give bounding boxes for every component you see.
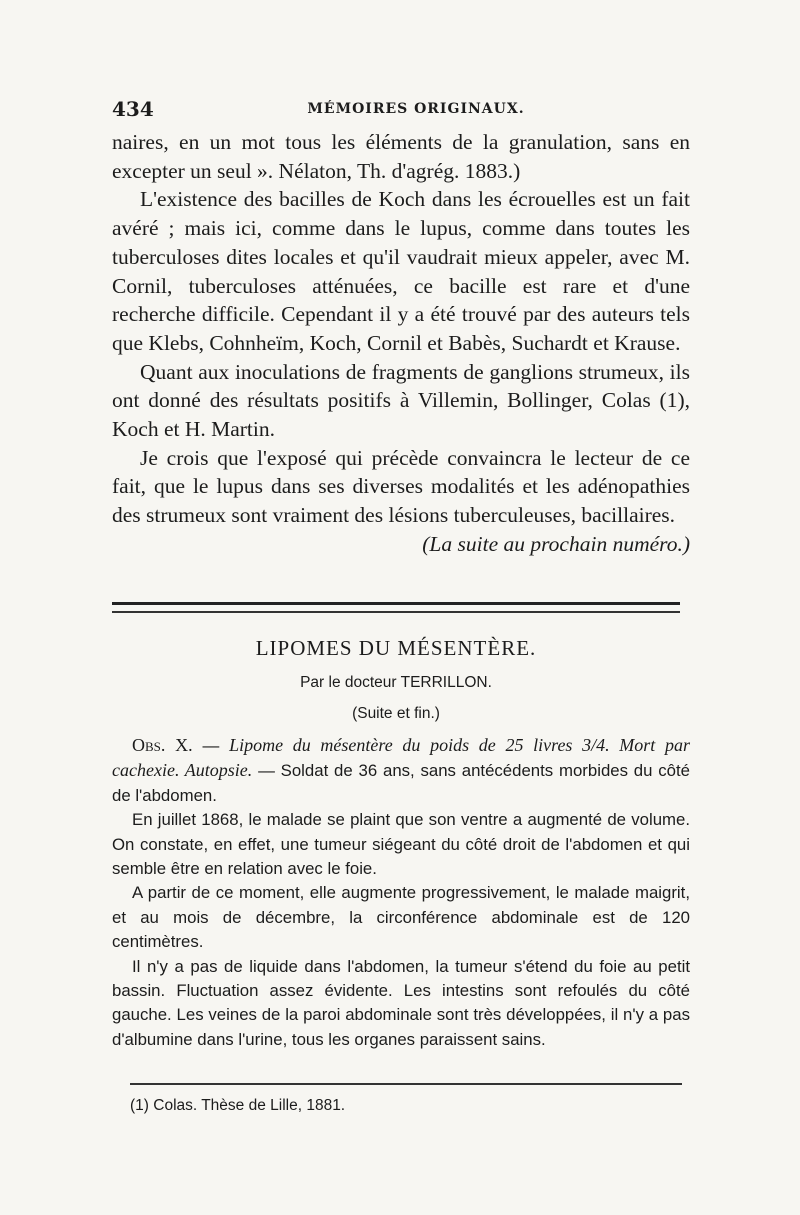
running-title: MÉMOIRES ORIGINAUX. xyxy=(307,101,525,117)
footnote: (1) Colas. Thèse de Lille, 1881. xyxy=(130,1097,346,1114)
page-number: 434 xyxy=(112,97,154,121)
observation-intro: — Soldat de 36 ans, sans antécédents morbides du côté de l'abdomen. xyxy=(112,761,690,805)
paragraph: L'existence des bacilles de Koch dans les écrouelles est un fait avéré ; mais ici, comme dans le lupus, comme dans toutes les tuberculoses dites locales et qu'il vaudrait mieux appeler, avec M. Cornil, tuberculoses atténuées, ce bacille est rare et d'une recherche difficile. Cependant il y a été trouvé par des auteurs tels que Klebs, Cohnheïm, Koch, Cornil et Babès, Suchardt et Krause. xyxy=(112,187,690,355)
divider-thick-rule xyxy=(112,602,680,605)
divider-thin-rule xyxy=(112,611,680,613)
article-byline: Par le docteur TERRILLON. xyxy=(300,674,492,691)
observation-heading xyxy=(112,733,690,808)
paragraph: Quant aux inoculations de fragments de ganglions strumeux, ils ont donné des résultats positifs à Villemin, Bollinger, Colas (1), Koch et H. Martin. xyxy=(112,359,690,442)
article-continuation: (Suite et fin.) xyxy=(352,705,440,722)
observation-dash: — xyxy=(202,736,220,755)
paragraph: Il n'y a pas de liquide dans l'abdomen, la tumeur s'étend du foie au petit bassin. Fluctuation assez évidente. Les intestins sont refoulés du côté gauche. Les veines de la paroi abdominale sont très développées, il n'y a pas d'albumine dans l'urine, tous les organes paraissent sains. xyxy=(112,956,690,1049)
article-title: LIPOMES DU MÉSENTÈRE. xyxy=(255,636,537,660)
footnote-rule xyxy=(130,1083,682,1085)
paragraph: Je crois que l'exposé qui précède convaincra le lecteur de ce fait, que le lupus dans ses diverses modalités et les adénopathies des strumeux sont vraiment des lésions tuberculeuses, bacillaires. xyxy=(112,445,690,528)
observation-title: Lipome du mésentère du poids de 25 livres 3/4. Mort par cachexie. Autopsie. xyxy=(112,735,690,781)
paragraph-continued: naires, en un mot tous les éléments de la granulation, sans en excepter un seul ». Nélaton, Th. d'agrég. 1883.) xyxy=(112,130,690,183)
paragraph: En juillet 1868, le malade se plaint que son ventre a augmenté de volume. On constate, en effet, une tumeur siégeant du côté droit de l'abdomen et qui semble être en relation avec le foie. xyxy=(112,810,690,879)
section-divider xyxy=(112,602,680,613)
article-body xyxy=(112,733,690,1052)
paragraph: A partir de ce moment, elle augmente progressivement, le malade maigrit, et au mois de décembre, la circonférence abdominale est de 120 centimètres. xyxy=(112,883,690,952)
page-header xyxy=(112,97,690,123)
to-be-continued-note: (La suite au prochain numéro.) xyxy=(422,531,690,556)
observation-label: Obs. X. xyxy=(132,735,193,755)
previous-article-text xyxy=(112,128,690,559)
